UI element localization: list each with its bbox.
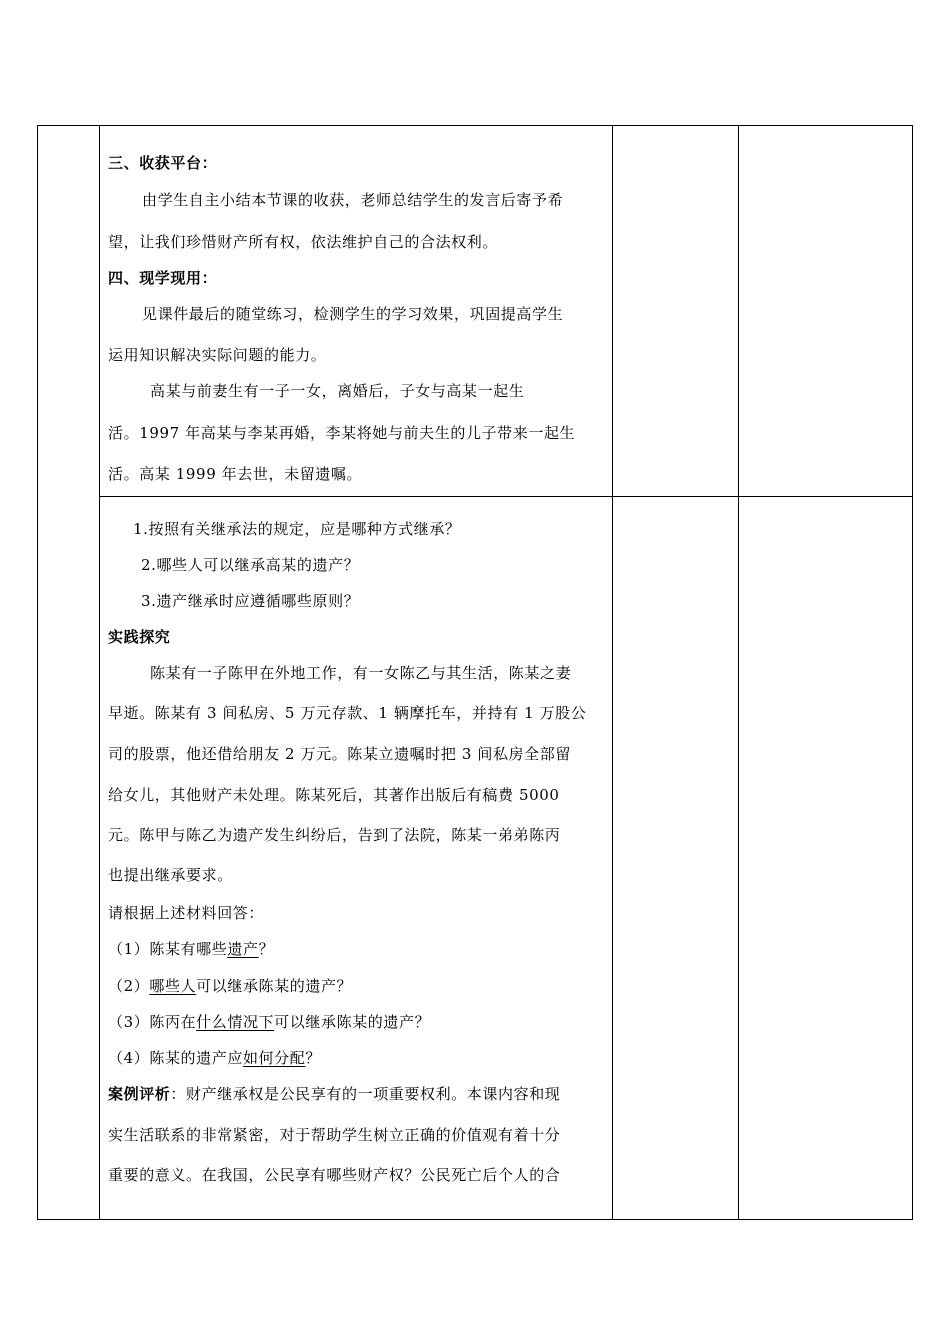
paragraph-line: 实生活联系的非常紧密，对于帮助学生树立正确的价值观有着十分 <box>108 1126 561 1144</box>
text-run: （2） <box>108 977 150 995</box>
question-item: 1.按照有关继承法的规定，应是哪种方式继承？ <box>133 520 461 538</box>
sub-question <box>108 1011 430 1032</box>
case-analysis-line <box>108 1083 560 1104</box>
paragraph-line: 早逝。陈某有 3 间私房、5 万元存款、1 辆摩托车，并持有 1 万股公 <box>108 704 587 722</box>
sub-question <box>108 1047 321 1068</box>
paragraph-line: 高某与前妻生有一子一女，离婚后，子女与高某一起生 <box>150 382 525 400</box>
column-divider <box>99 126 100 1219</box>
paragraph-line: 也提出继承要求。 <box>108 866 233 884</box>
answer-prompt: 请根据上述材料回答： <box>108 904 265 922</box>
underlined-term: 遗产 <box>227 940 259 958</box>
text-run: 可以继承陈某的遗产？ <box>196 977 353 995</box>
column-divider <box>738 126 739 1219</box>
text-run: （4）陈某的遗产应 <box>108 1049 243 1067</box>
text-run: ：财产继承权是公民享有的一项重要权利。本课内容和现 <box>170 1085 561 1103</box>
paragraph-line: 活。1997 年高某与李某再婚，李某将她与前夫生的儿子带来一起生 <box>108 424 576 442</box>
section-heading: 三、收获平台： <box>108 154 218 172</box>
paragraph-line: 由学生自主小结本节课的收获，老师总结学生的发言后寄予希 <box>142 191 564 209</box>
text-run: ？ <box>305 1049 321 1067</box>
text-run: （3）陈丙在 <box>108 1013 197 1031</box>
sub-question <box>108 938 274 959</box>
case-label: 案例评析 <box>108 1085 171 1103</box>
section-heading: 实践探究 <box>108 628 171 646</box>
column-divider <box>612 126 613 1219</box>
paragraph-line: 元。陈甲与陈乙为遗产发生纠纷后，告到了法院，陈某一弟弟陈丙 <box>108 826 561 844</box>
text-run: ？ <box>258 940 275 958</box>
underlined-term: 什么情况下 <box>196 1013 275 1031</box>
paragraph-line: 司的股票，他还借给朋友 2 万元。陈某立遗嘱时把 3 间私房全部留 <box>108 745 571 763</box>
sub-question <box>108 975 352 996</box>
paragraph-line: 望，让我们珍惜财产所有权，依法维护自己的合法权利。 <box>108 233 499 251</box>
text-run: （1）陈某有哪些 <box>108 940 228 958</box>
paragraph-line: 活。高某 1999 年去世，未留遗嘱。 <box>108 465 363 483</box>
paragraph-line: 给女儿，其他财产未处理。陈某死后，其著作出版后有稿费 5000 <box>108 786 560 804</box>
underlined-term: 如何分配 <box>242 1049 306 1067</box>
section-heading: 四、现学现用： <box>108 269 218 287</box>
paragraph-line: 陈某有一子陈甲在外地工作，有一女陈乙与其生活，陈某之妻 <box>150 664 572 682</box>
question-item: 2.哪些人可以继承高某的遗产？ <box>141 556 360 574</box>
paragraph-line: 运用知识解决实际问题的能力。 <box>108 346 327 364</box>
text-run: 可以继承陈某的遗产？ <box>274 1013 431 1031</box>
question-item: 3.遗产继承时应遵循哪些原则？ <box>141 592 360 610</box>
row-divider <box>99 496 912 497</box>
underlined-term: 哪些人 <box>149 977 197 995</box>
paragraph-line: 重要的意义。在我国，公民享有哪些财产权？公民死亡后个人的合 <box>108 1166 561 1184</box>
paragraph-line: 见课件最后的随堂练习，检测学生的学习效果，巩固提高学生 <box>142 305 564 323</box>
